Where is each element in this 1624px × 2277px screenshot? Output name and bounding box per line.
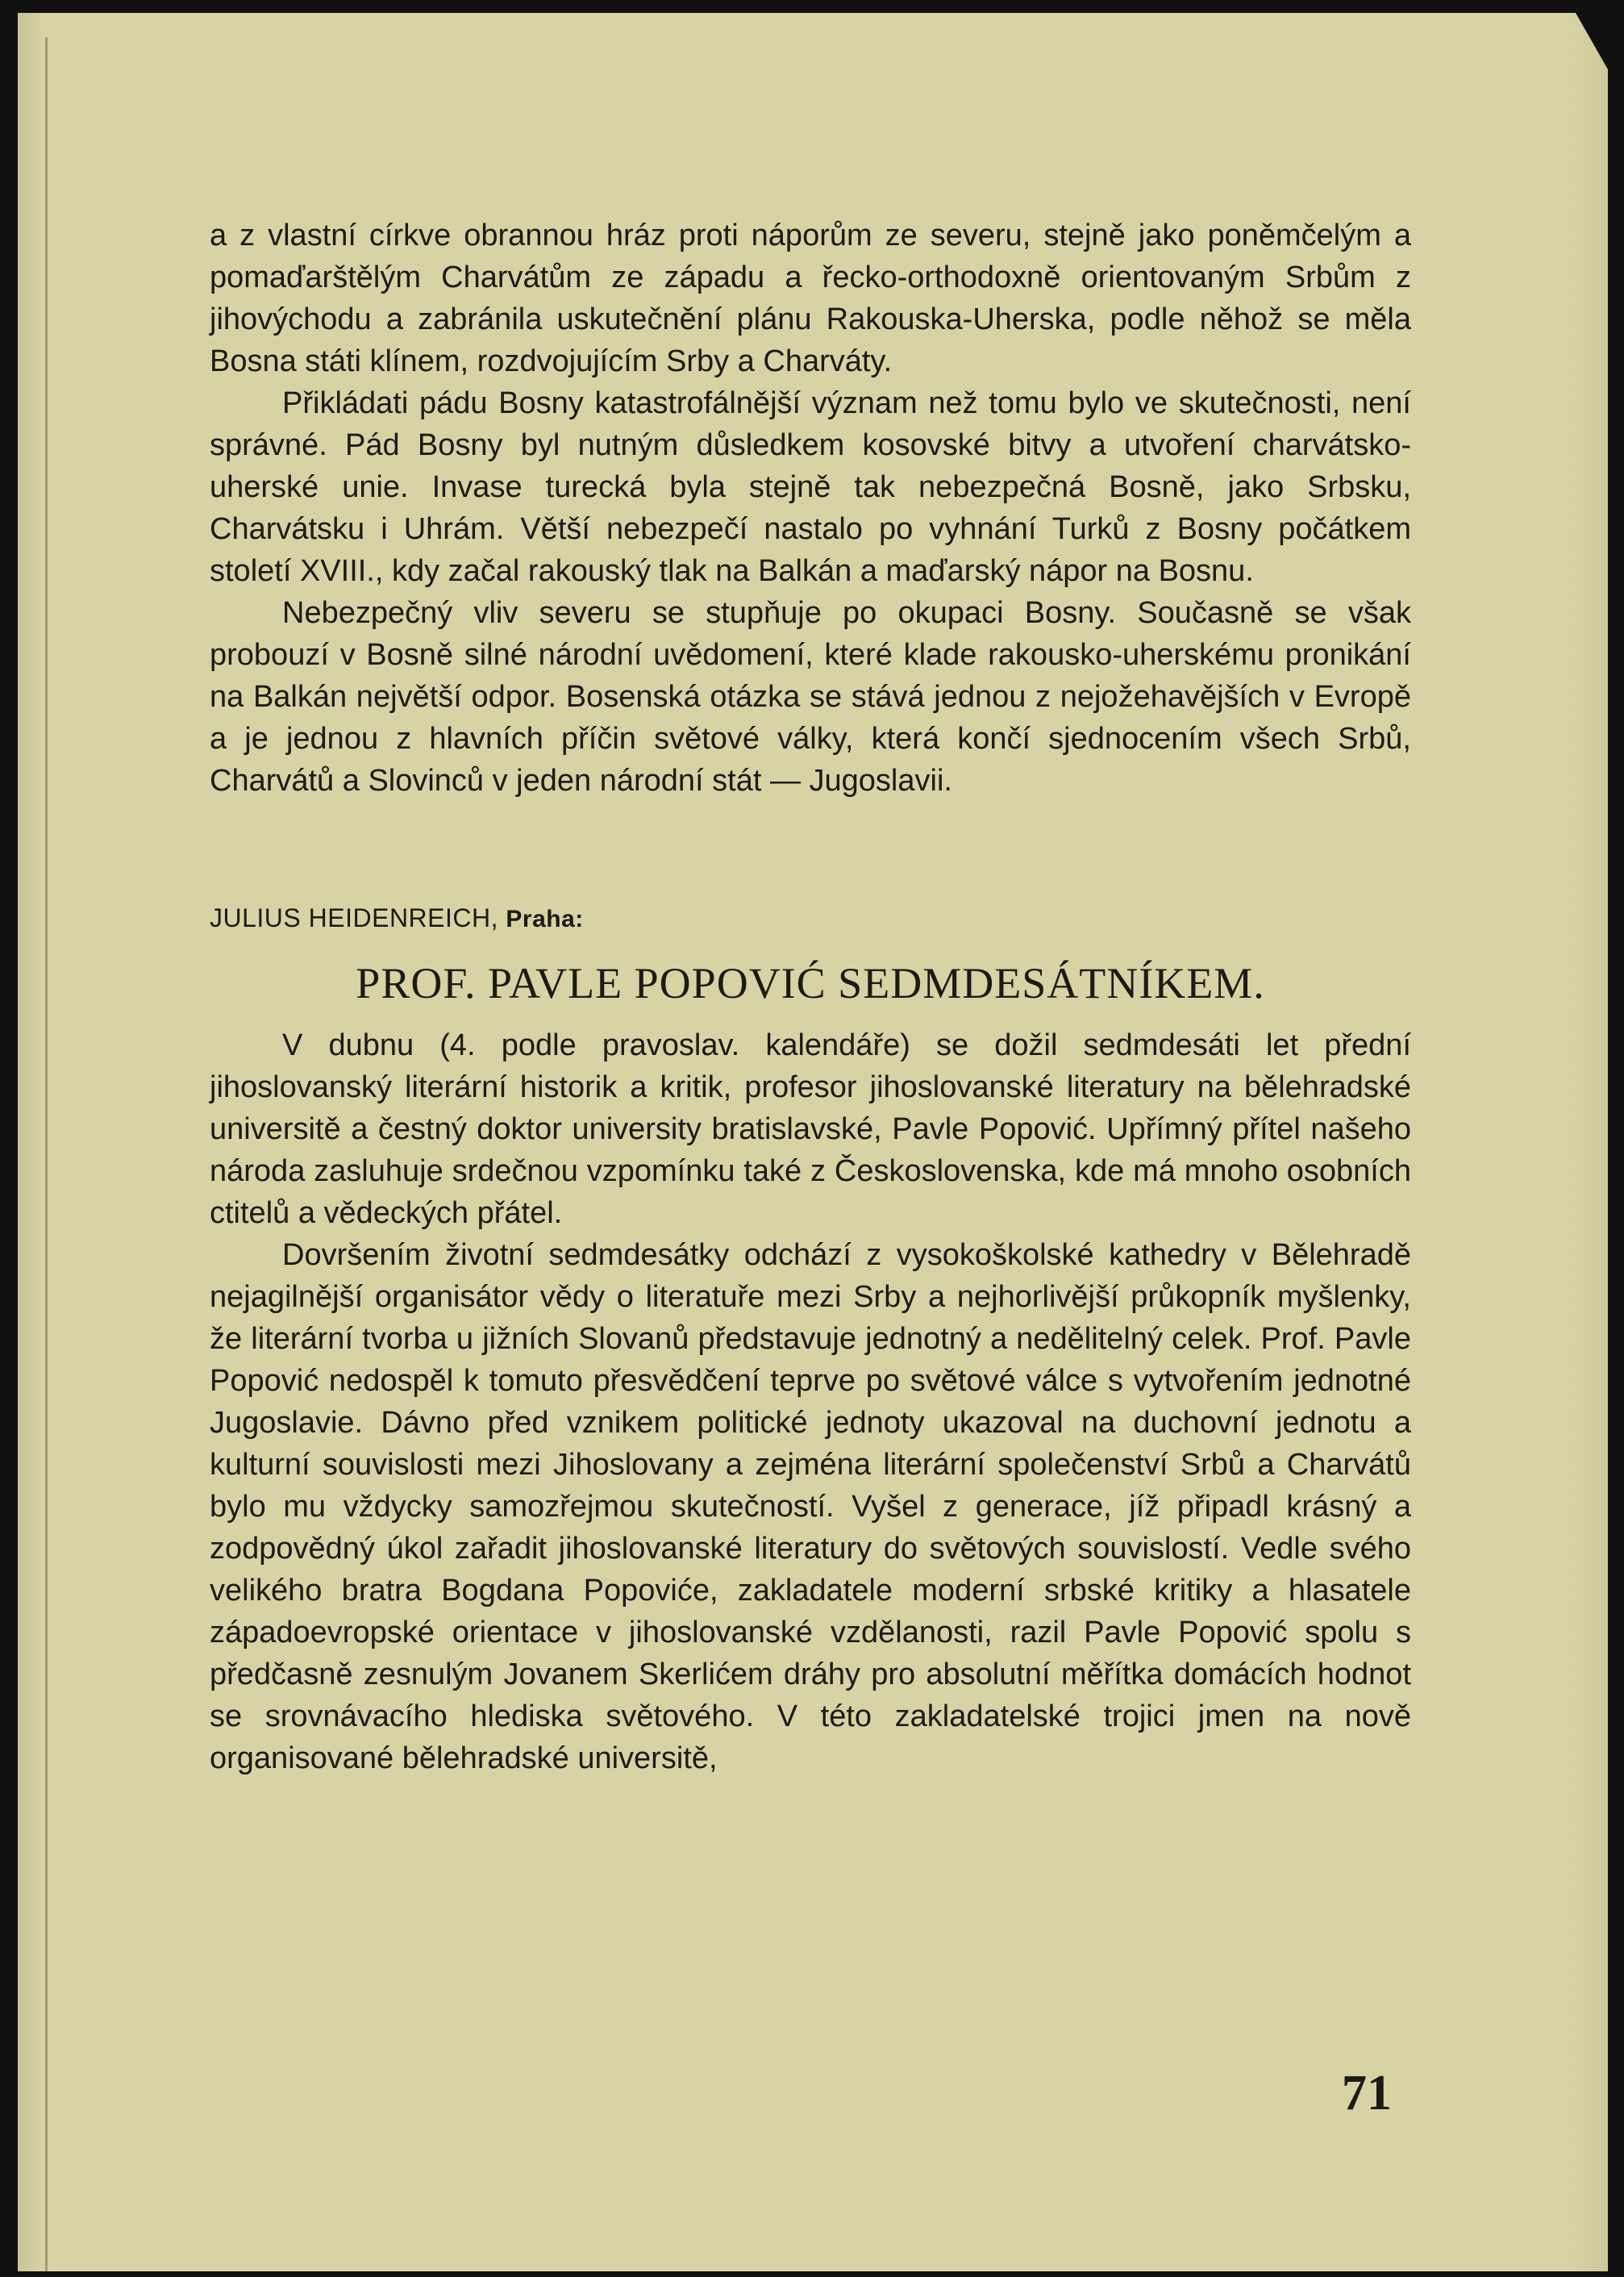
- book-page: [18, 13, 1608, 2271]
- article-paragraph: V dubnu (4. podle pravoslav. kalendáře) se dožil sedmdesáti let přední jihoslovanský literární historik a kritik, profesor jihoslovanské literatury na bělehradské universitě a čestný doktor university bratislavské, Pavle Popović. Upřímný přítel našeho národa zasluhuje srdečnou vzpomínku také z Československa, kde má mnoho osobních ctitelů a vědeckých přátel.: [210, 1028, 1411, 1230]
- folded-corner: [1576, 13, 1608, 69]
- paragraph: Přikládati pádu Bosny katastrofálnější význam než tomu bylo ve skutečnosti, není správné. Pád Bosny byl nutným důsledkem kosovské bitvy a utvoření charvátsko-uherské unie. Invase turecká byla stejně tak nebezpečná Bosně, jako Srbsku, Charvátsku i Uhrám. Větší nebezpečí nastalo po vyhnání Turků z Bosny počátkem století XVIII., kdy začal rakouský tlak na Balkán a maďarský nápor na Bosnu.: [210, 386, 1411, 588]
- article-title: PROF. PAVLE POPOVIĆ SEDMDESÁTNÍKEM.: [356, 959, 1265, 1007]
- article-author: JULIUS HEIDENREICH,: [210, 903, 498, 932]
- paragraph: Nebezpečný vliv severu se stupňuje po okupaci Bosny. Současně se však probouzí v Bosně silné národní uvědomení, které klade rakousko-uherskému pronikání na Balkán největší odpor. Bosenská otázka se stává jednou z nejožehavějších v Evropě a je jednou z hlavních příčin světové války, která končí sjednocením všech Srbů, Charvátů a Slovinců v jeden národní stát — Jugoslavii.: [210, 596, 1411, 798]
- article-byline: [210, 900, 1411, 937]
- paragraph-continued: a z vlastní církve obrannou hráz proti náporům ze severu, stejně jako poněmčelým a pomaďarštělým Charvátům ze západu a řecko-orthodoxně orientovaným Srbům z jihovýchodu a zabránila uskutečnění plánu Rakouska-Uherska, podle něhož se měla Bosna státi klínem, rozdvojujícím Srby a Charváty.: [210, 219, 1411, 378]
- page-text-block: [210, 215, 1411, 1779]
- article-paragraph: Dovršením životní sedmdesátky odchází z vysokoškolské kathedry v Bělehradě nejagilnější organisátor vědy o literatuře mezi Srby a nejhorlivější průkopník myšlenky, že literární tvorba u jižních Slovanů představuje jednotný a nedělitelný celek. Prof. Pavle Popović nedospěl k tomuto přesvědčení teprve po světové válce s vytvořením jednotné Jugoslavie. Dávno před vznikem politické jednoty ukazoval na duchovní jednotu a kulturní souvislosti mezi Jihoslovany a zejména literární společenství Srbů a Charvátů bylo mu vždycky samozřejmou skutečností. Vyšel z generace, jíž připadl krásný a zodpovědný úkol zařadit jihoslovanské literatury do světových souvislostí. Vedle svého velikého bratra Bogdana Popoviće, zakladatele moderní srbské kritiky a hlasatele západoevropské orientace v jihoslovanské vzdělanosti, razil Pavle Popović spolu s předčasně zesnulým Jovanem Skerlićem dráhy pro absolutní měřítka domácích hodnot se srovnávacího hlediska světového. V této zakladatelské trojici jmen na nově organisované bělehradské universitě,: [210, 1238, 1411, 1775]
- article-place: Praha:: [506, 906, 584, 932]
- page-gutter-line: [45, 37, 48, 2271]
- page-number: 71: [1342, 2066, 1392, 2121]
